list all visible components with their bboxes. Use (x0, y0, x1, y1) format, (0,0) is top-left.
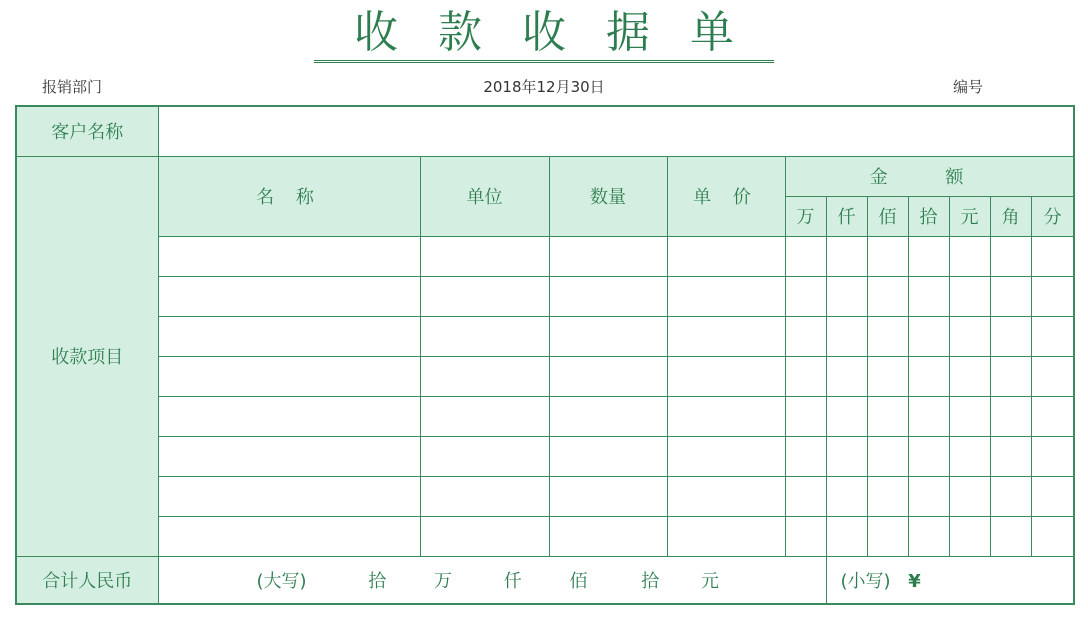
item-amount-digit-cell[interactable] (826, 476, 867, 516)
item-name-cell[interactable] (158, 476, 420, 516)
item-unit-cell[interactable] (420, 356, 549, 396)
item-amount-digit-cell[interactable] (785, 436, 826, 476)
item-row (16, 476, 1074, 516)
item-amount-digit-cell[interactable] (826, 356, 867, 396)
column-header-name: 名 称 (158, 156, 420, 236)
digit-header: 万 (785, 196, 826, 236)
item-amount-digit-cell[interactable] (867, 476, 908, 516)
item-unit-cell[interactable] (420, 396, 549, 436)
uppercase-unit: 拾 (641, 570, 660, 592)
item-amount-digit-cell[interactable] (990, 356, 1031, 396)
column-header-quantity: 数量 (549, 156, 667, 236)
item-quantity-cell[interactable] (549, 476, 667, 516)
item-amount-digit-cell[interactable] (990, 436, 1031, 476)
item-amount-digit-cell[interactable] (990, 236, 1031, 276)
item-amount-digit-cell[interactable] (949, 516, 990, 556)
item-unit-cell[interactable] (420, 236, 549, 276)
item-amount-digit-cell[interactable] (867, 236, 908, 276)
item-row (16, 356, 1074, 396)
item-row (16, 236, 1074, 276)
item-amount-digit-cell[interactable] (785, 316, 826, 356)
item-row (16, 436, 1074, 476)
item-name-cell[interactable] (158, 436, 420, 476)
item-amount-digit-cell[interactable] (949, 396, 990, 436)
item-amount-digit-cell[interactable] (785, 476, 826, 516)
column-header-price: 单 价 (667, 156, 785, 236)
item-amount-digit-cell[interactable] (867, 316, 908, 356)
item-amount-digit-cell[interactable] (949, 476, 990, 516)
item-quantity-cell[interactable] (549, 516, 667, 556)
uppercase-unit: 万 (434, 570, 453, 592)
item-unit-cell[interactable] (420, 276, 549, 316)
item-amount-digit-cell[interactable] (908, 436, 949, 476)
item-amount-digit-cell[interactable] (990, 476, 1031, 516)
item-price-cell[interactable] (667, 436, 785, 476)
uppercase-unit: 拾 (368, 570, 387, 592)
item-unit-cell[interactable] (420, 436, 549, 476)
uppercase-amount-field[interactable] (158, 556, 826, 604)
item-amount-digit-cell[interactable] (990, 316, 1031, 356)
item-amount-digit-cell[interactable] (1031, 236, 1074, 276)
item-amount-digit-cell[interactable] (1031, 316, 1074, 356)
uppercase-unit: 元 (700, 570, 719, 592)
column-header-amount: 金 额 (785, 156, 1074, 196)
customer-field[interactable] (158, 106, 1074, 156)
digit-header: 仟 (826, 196, 867, 236)
digit-header: 分 (1031, 196, 1074, 236)
uppercase-label: (大写) (256, 570, 307, 592)
item-name-cell[interactable] (158, 516, 420, 556)
item-amount-digit-cell[interactable] (908, 236, 949, 276)
item-amount-digit-cell[interactable] (867, 276, 908, 316)
item-amount-digit-cell[interactable] (908, 356, 949, 396)
item-amount-digit-cell[interactable] (908, 516, 949, 556)
item-name-cell[interactable] (158, 356, 420, 396)
item-price-cell[interactable] (667, 476, 785, 516)
lowercase-amount-field[interactable] (826, 556, 1074, 604)
item-price-cell[interactable] (667, 236, 785, 276)
item-name-cell[interactable] (158, 396, 420, 436)
customer-row (16, 106, 1074, 156)
item-amount-digit-cell[interactable] (826, 516, 867, 556)
item-amount-digit-cell[interactable] (785, 276, 826, 316)
item-amount-digit-cell[interactable] (785, 516, 826, 556)
item-amount-digit-cell[interactable] (1031, 476, 1074, 516)
document-title-text: 收款收据单 (314, 6, 774, 63)
item-quantity-cell[interactable] (549, 436, 667, 476)
header-row-1 (16, 156, 1074, 196)
item-amount-digit-cell[interactable] (949, 356, 990, 396)
item-amount-digit-cell[interactable] (867, 356, 908, 396)
item-amount-digit-cell[interactable] (785, 236, 826, 276)
item-amount-digit-cell[interactable] (908, 276, 949, 316)
item-amount-digit-cell[interactable] (867, 396, 908, 436)
lowercase-label: (小写) (840, 570, 891, 592)
item-amount-digit-cell[interactable] (1031, 436, 1074, 476)
total-row (16, 556, 1074, 604)
receipt-table (15, 105, 1075, 605)
digit-header: 元 (949, 196, 990, 236)
item-amount-digit-cell[interactable] (1031, 396, 1074, 436)
item-row (16, 396, 1074, 436)
uppercase-unit: 佰 (569, 570, 588, 592)
currency-symbol: ¥ (908, 570, 921, 592)
item-row (16, 316, 1074, 356)
item-price-cell[interactable] (667, 516, 785, 556)
item-quantity-cell[interactable] (549, 316, 667, 356)
document-date: 2018年12月30日 (483, 78, 605, 96)
document-title (0, 6, 1088, 63)
item-amount-digit-cell[interactable] (1031, 516, 1074, 556)
item-quantity-cell[interactable] (549, 356, 667, 396)
number-label: 编号 (953, 78, 984, 96)
item-name-cell[interactable] (158, 236, 420, 276)
item-price-cell[interactable] (667, 396, 785, 436)
item-price-cell[interactable] (667, 316, 785, 356)
item-amount-digit-cell[interactable] (1031, 276, 1074, 316)
item-amount-digit-cell[interactable] (908, 316, 949, 356)
item-amount-digit-cell[interactable] (826, 276, 867, 316)
item-quantity-cell[interactable] (549, 276, 667, 316)
item-amount-digit-cell[interactable] (867, 436, 908, 476)
item-amount-digit-cell[interactable] (949, 436, 990, 476)
item-amount-digit-cell[interactable] (826, 436, 867, 476)
item-amount-digit-cell[interactable] (949, 276, 990, 316)
item-amount-digit-cell[interactable] (826, 396, 867, 436)
digit-header: 拾 (908, 196, 949, 236)
item-quantity-cell[interactable] (549, 236, 667, 276)
item-price-cell[interactable] (667, 276, 785, 316)
item-unit-cell[interactable] (420, 516, 549, 556)
item-amount-digit-cell[interactable] (990, 516, 1031, 556)
uppercase-unit: 仟 (503, 570, 522, 592)
digit-header: 佰 (867, 196, 908, 236)
item-quantity-cell[interactable] (549, 396, 667, 436)
column-header-unit: 单位 (420, 156, 549, 236)
item-name-cell[interactable] (158, 316, 420, 356)
item-price-cell[interactable] (667, 356, 785, 396)
item-amount-digit-cell[interactable] (990, 276, 1031, 316)
item-amount-digit-cell[interactable] (949, 236, 990, 276)
item-amount-digit-cell[interactable] (949, 316, 990, 356)
item-amount-digit-cell[interactable] (867, 516, 908, 556)
customer-label: 客户名称 (16, 106, 158, 156)
item-amount-digit-cell[interactable] (785, 396, 826, 436)
digit-header: 角 (990, 196, 1031, 236)
item-unit-cell[interactable] (420, 476, 549, 516)
department-label: 报销部门 (42, 78, 103, 96)
item-row (16, 276, 1074, 316)
item-name-cell[interactable] (158, 276, 420, 316)
item-unit-cell[interactable] (420, 316, 549, 356)
total-label: 合计人民币 (16, 556, 158, 604)
item-amount-digit-cell[interactable] (990, 396, 1031, 436)
item-amount-digit-cell[interactable] (908, 396, 949, 436)
item-label: 收款项目 (16, 156, 158, 556)
item-row (16, 516, 1074, 556)
item-amount-digit-cell[interactable] (826, 316, 867, 356)
item-amount-digit-cell[interactable] (1031, 356, 1074, 396)
item-amount-digit-cell[interactable] (908, 476, 949, 516)
item-amount-digit-cell[interactable] (785, 356, 826, 396)
item-amount-digit-cell[interactable] (826, 236, 867, 276)
